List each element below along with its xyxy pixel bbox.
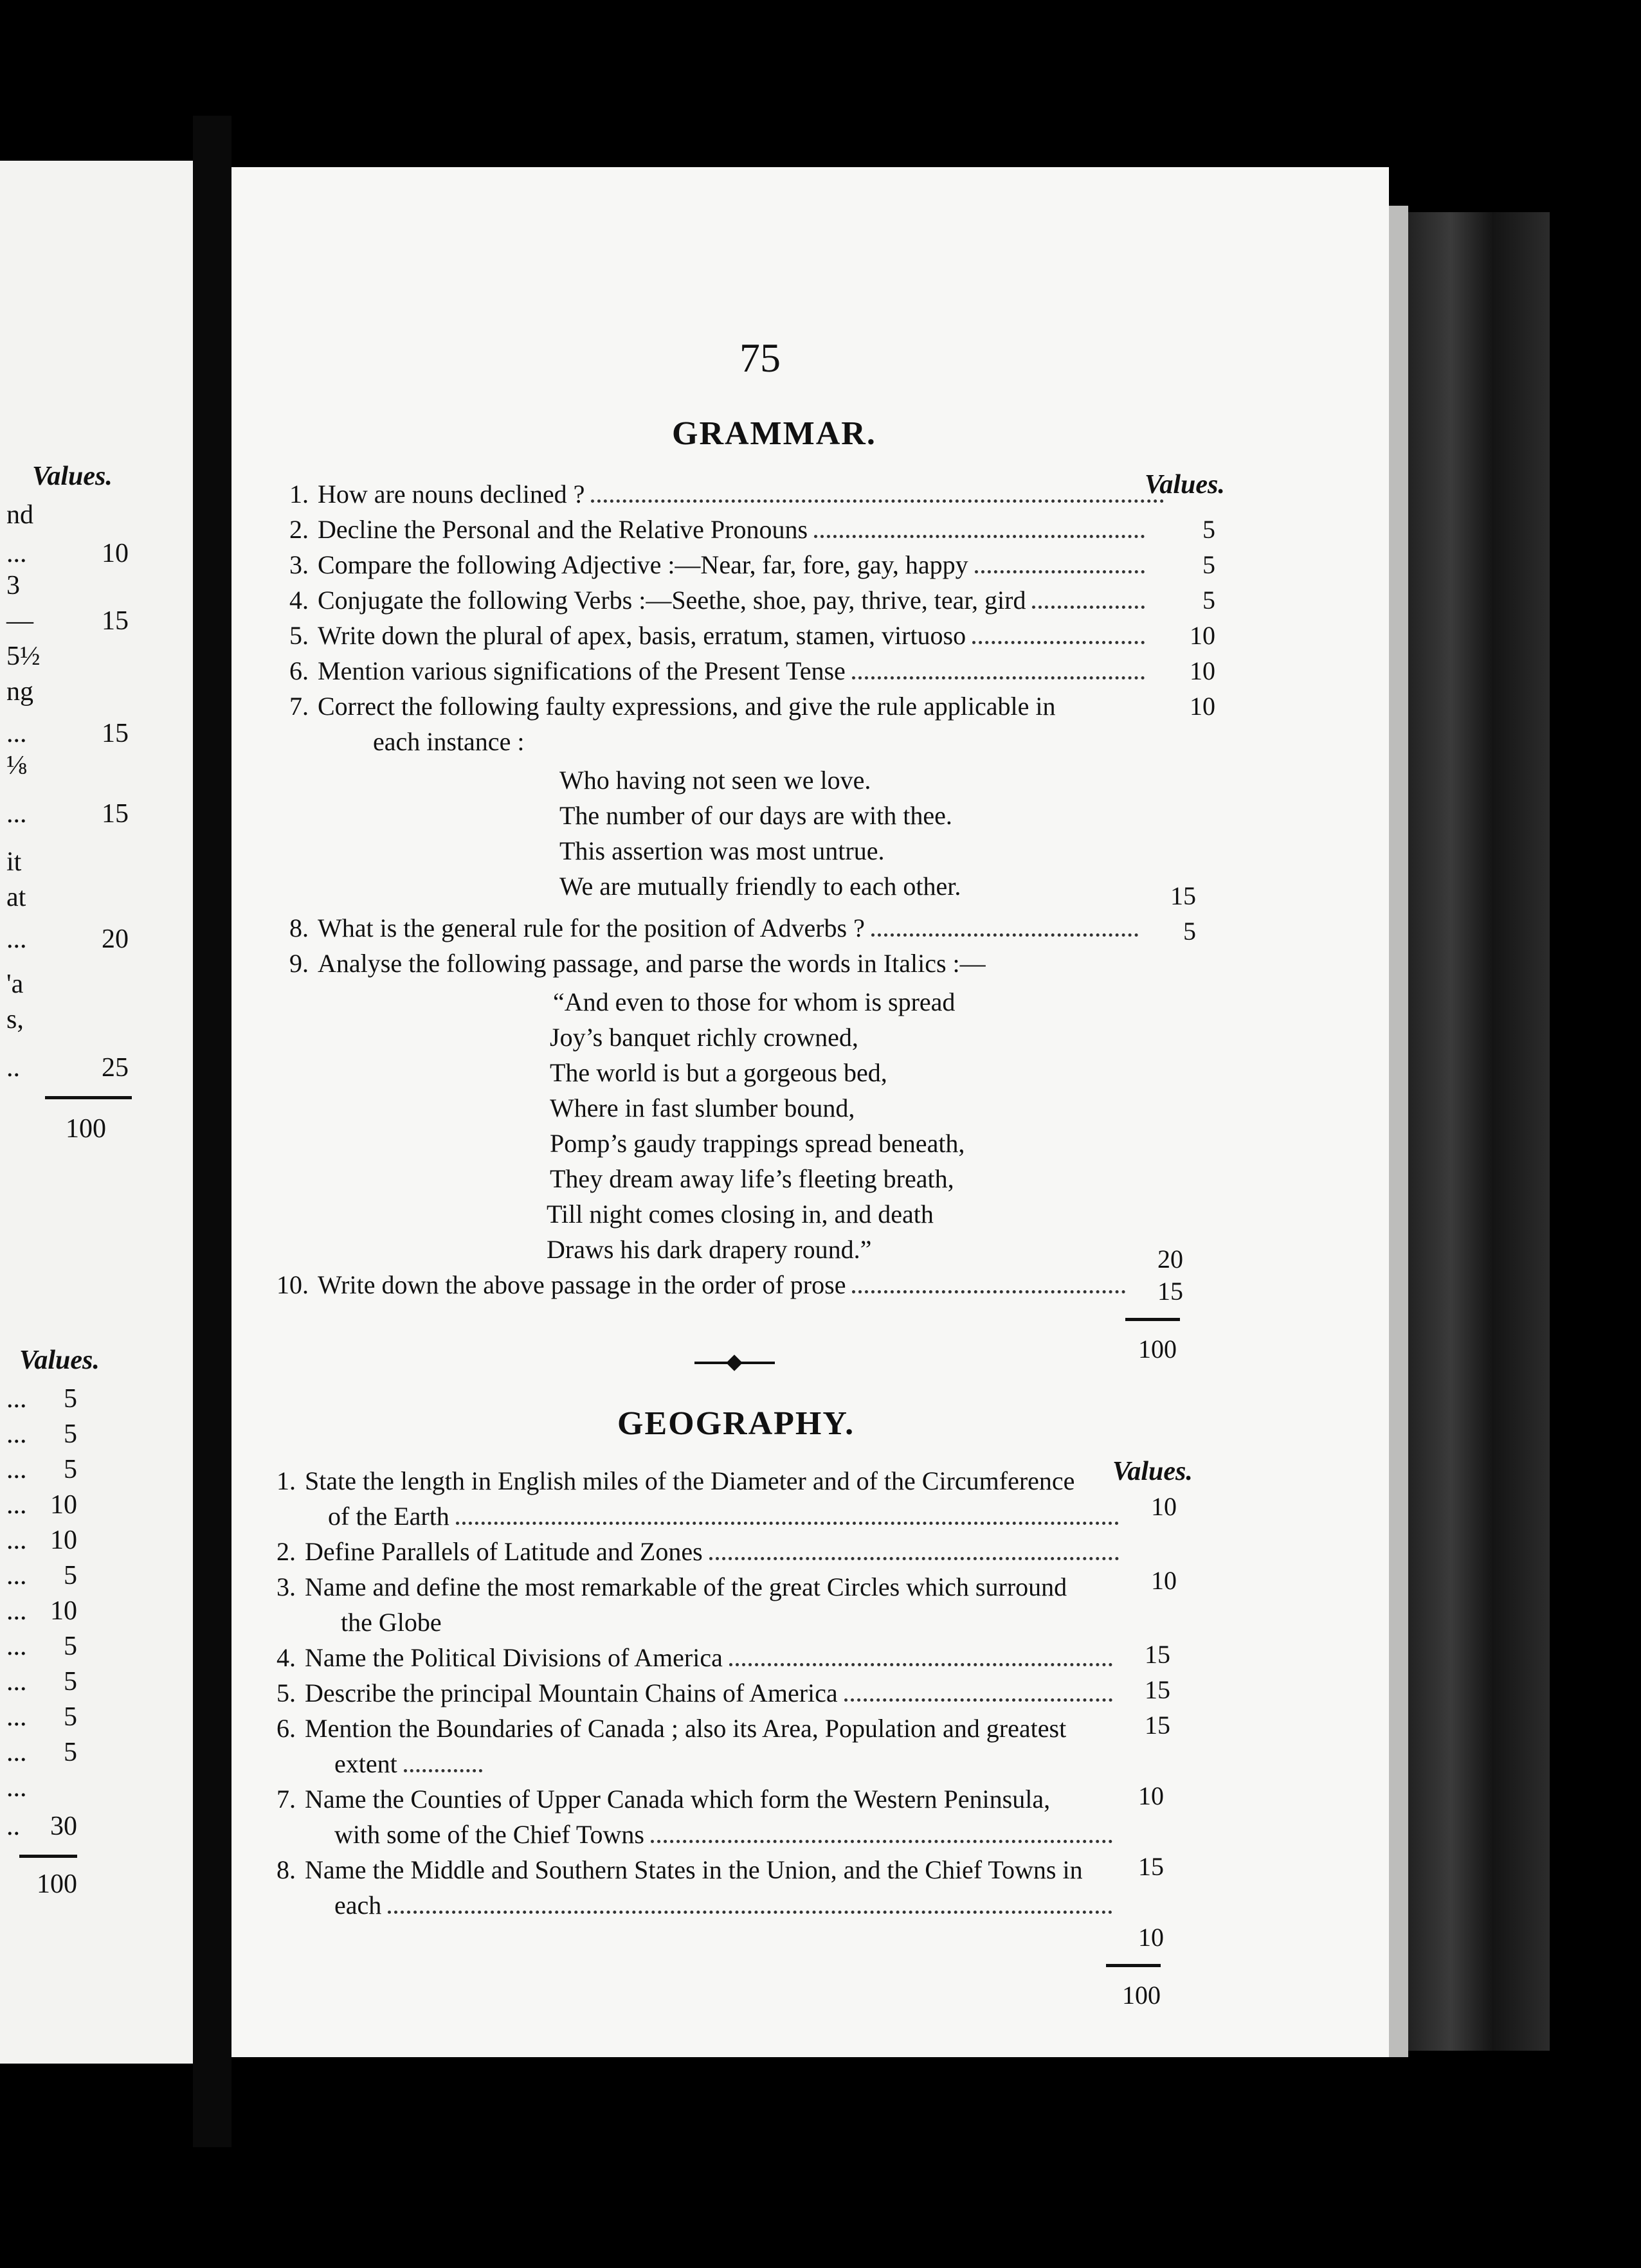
left-fragment: ... — [6, 1419, 27, 1449]
question-continuation: extent — [334, 1749, 397, 1778]
left-values-label-1: Values. — [32, 462, 113, 491]
dot-leader — [975, 570, 1145, 573]
left-total-rule — [19, 1855, 77, 1858]
grammar-value: 10 — [1190, 692, 1215, 721]
geography-total-rule — [1106, 1964, 1161, 1967]
left-value: 10 — [102, 539, 129, 568]
dot-leader — [1032, 606, 1145, 609]
book-gutter — [193, 116, 231, 2147]
question-number: 4. — [277, 1643, 296, 1672]
geography-value: 10 — [1138, 1781, 1164, 1810]
question-text: Correct the following faulty expressions, and give the rule applicable in — [318, 692, 1056, 721]
left-value: 5 — [64, 1419, 77, 1449]
dot-leader — [729, 1663, 1112, 1666]
question-number: 6. — [289, 656, 309, 685]
left-value: 5 — [64, 1738, 77, 1767]
geography-question-7-cont — [334, 1819, 1119, 1850]
question-continuation: the Globe — [341, 1608, 442, 1637]
question-continuation: each instance : — [373, 727, 525, 756]
poem-line: Draws his dark drapery round.” — [547, 1235, 872, 1264]
question-text: Define Parallels of Latitude and Zones — [305, 1537, 703, 1566]
left-total-rule — [45, 1096, 132, 1099]
question-text: Write down the plural of apex, basis, erratum, stamen, virtuoso — [318, 621, 966, 650]
left-fragment: ... — [6, 1632, 27, 1661]
question-text: What is the general rule for the position of Adverbs ? — [318, 914, 865, 942]
question-number: 3. — [289, 550, 309, 579]
dot-leader — [972, 641, 1145, 644]
question-text: Name the Middle and Southern States in the Union, and the Chief Towns in — [305, 1855, 1083, 1884]
geography-total: 100 — [1122, 1981, 1161, 2010]
left-value: 5 — [64, 1384, 77, 1414]
question-text: Name and define the most remarkable of the great Circles which surround — [305, 1572, 1067, 1601]
left-total: 100 — [66, 1114, 106, 1144]
question-number: 2. — [277, 1537, 296, 1566]
question-number: 5. — [289, 621, 309, 650]
left-fragment: 'a — [6, 969, 24, 999]
poem-line: Where in fast slumber bound, — [550, 1094, 855, 1122]
dot-leader — [651, 1840, 1112, 1843]
faulty-expression: We are mutually friendly to each other. — [559, 872, 961, 901]
question-text: Write down the above passage in the order of prose — [318, 1270, 846, 1299]
left-value: 20 — [102, 924, 129, 954]
geography-question-4 — [257, 1643, 1119, 1673]
geography-question-6 — [257, 1713, 1157, 1743]
dot-leader — [814, 535, 1145, 538]
grammar-question-4 — [270, 585, 1151, 615]
left-value: 15 — [102, 799, 129, 829]
question-number: 4. — [289, 586, 309, 615]
geography-value: 15 — [1145, 1675, 1170, 1704]
grammar-question-3 — [270, 550, 1151, 580]
grammar-value: 10 — [1190, 621, 1215, 650]
geography-value: 10 — [1151, 1566, 1177, 1595]
geography-question-1 — [257, 1466, 1157, 1496]
left-fragment: ... — [6, 539, 27, 568]
geography-question-5 — [257, 1678, 1119, 1708]
left-total: 100 — [37, 1869, 77, 1899]
question-number: 10. — [277, 1270, 309, 1299]
left-fragment: 5½ — [6, 642, 41, 671]
geography-question-1-cont — [328, 1501, 1125, 1531]
geography-values-label: Values. — [1112, 1457, 1193, 1486]
geography-question-6-cont — [334, 1749, 489, 1779]
left-fragment: ... — [6, 1596, 27, 1626]
dot-leader — [709, 1557, 1119, 1560]
left-fragment: 3 — [6, 571, 20, 600]
question-continuation: of the Earth — [328, 1502, 449, 1531]
left-values-label-2: Values. — [19, 1346, 100, 1375]
grammar-values-label: Values. — [1145, 470, 1225, 500]
left-fragment: .. — [6, 1053, 20, 1083]
left-fragment: ... — [6, 924, 27, 954]
question-number: 8. — [289, 914, 309, 942]
grammar-total: 100 — [1138, 1335, 1177, 1364]
dot-leader — [591, 500, 1164, 503]
left-value: 10 — [50, 1490, 77, 1520]
dot-leader — [852, 1290, 1125, 1293]
question-continuation: each — [334, 1891, 382, 1920]
grammar-question-2 — [270, 514, 1151, 544]
left-value: 5 — [64, 1632, 77, 1661]
poem-line: They dream away life’s fleeting breath, — [550, 1164, 954, 1193]
dot-leader — [844, 1698, 1112, 1702]
question-text: Analyse the following passage, and parse the words in Italics :— — [318, 949, 986, 978]
question-number: 9. — [289, 949, 309, 978]
grammar-value: 10 — [1190, 656, 1215, 685]
question-text: Mention the Boundaries of Canada ; also its Area, Population and greatest — [305, 1714, 1067, 1743]
poem-line: Pomp’s gaudy trappings spread beneath, — [550, 1129, 965, 1158]
left-fragment: ... — [6, 1384, 27, 1414]
grammar-value: 5 — [1202, 550, 1215, 579]
left-fragment: ng — [6, 677, 33, 706]
question-text: Decline the Personal and the Relative Pronouns — [318, 515, 808, 544]
left-value: 25 — [102, 1053, 129, 1083]
dot-leader — [404, 1769, 482, 1772]
left-value: 5 — [64, 1667, 77, 1697]
left-value: 5 — [64, 1702, 77, 1732]
question-text: Conjugate the following Verbs :—Seethe, shoe, pay, thrive, tear, gird — [318, 586, 1026, 615]
geography-value: 15 — [1145, 1640, 1170, 1669]
grammar-total-rule — [1125, 1318, 1180, 1321]
geography-question-8-cont — [334, 1890, 1119, 1920]
geography-value: 10 — [1138, 1923, 1164, 1952]
left-fragment: ... — [6, 1702, 27, 1732]
poem-line: Till night comes closing in, and death — [547, 1200, 934, 1228]
faulty-expression: Who having not seen we love. — [559, 766, 871, 795]
question-continuation: with some of the Chief Towns — [334, 1820, 644, 1849]
left-fragment: ... — [6, 799, 27, 829]
grammar-value: 5 — [1183, 917, 1196, 946]
left-value: 5 — [64, 1561, 77, 1590]
left-value: 10 — [50, 1596, 77, 1626]
grammar-question-6 — [270, 656, 1151, 686]
book-edge-shadow — [1408, 212, 1550, 2051]
geography-title: GEOGRAPHY. — [617, 1405, 855, 1442]
left-fragment: ... — [6, 1738, 27, 1767]
grammar-value: 5 — [1202, 586, 1215, 615]
question-text: Name the Counties of Upper Canada which form the Western Peninsula, — [305, 1785, 1051, 1814]
question-number: 5. — [277, 1679, 296, 1707]
left-fragment: ... — [6, 719, 27, 748]
question-text: Mention various significations of the Present Tense — [318, 656, 846, 685]
left-page-fragment — [0, 161, 193, 2064]
grammar-value: 15 — [1157, 1277, 1183, 1306]
page-number: 75 — [739, 335, 781, 381]
grammar-question-10 — [251, 1270, 1132, 1300]
grammar-value: 5 — [1202, 515, 1215, 544]
question-number: 3. — [277, 1572, 296, 1601]
poem-line: “And even to those for whom is spread — [553, 987, 956, 1016]
left-fragment: at — [6, 883, 26, 912]
left-value: 15 — [102, 719, 129, 748]
left-fragment: ... — [6, 1561, 27, 1590]
left-fragment: ... — [6, 1455, 27, 1484]
question-number: 6. — [277, 1714, 296, 1743]
geography-value: 10 — [1151, 1492, 1177, 1521]
grammar-title: GRAMMAR. — [672, 415, 876, 452]
left-fragment: .. — [6, 1812, 20, 1841]
left-value: 30 — [50, 1812, 77, 1841]
left-fragment: ⅛ — [6, 751, 27, 780]
left-fragment: ... — [6, 1667, 27, 1697]
grammar-question-8 — [270, 913, 1145, 943]
left-fragment: ... — [6, 1490, 27, 1520]
grammar-value: 15 — [1170, 881, 1196, 910]
question-number: 7. — [277, 1785, 296, 1814]
geography-question-8 — [257, 1855, 1157, 1885]
dot-leader — [388, 1911, 1112, 1914]
left-fragment: ... — [6, 1526, 27, 1555]
grammar-question-7 — [270, 691, 1170, 721]
geography-question-7 — [257, 1784, 1157, 1814]
left-fragment: s, — [6, 1005, 24, 1034]
question-text: State the length in English miles of the Diameter and of the Circumference — [305, 1466, 1075, 1495]
question-number: 2. — [289, 515, 309, 544]
left-value: 10 — [50, 1526, 77, 1555]
dot-leader — [456, 1522, 1119, 1525]
page-edge — [1389, 206, 1408, 2057]
faulty-expression: The number of our days are with thee. — [559, 801, 952, 830]
poem-line: Joy’s banquet richly crowned, — [550, 1023, 858, 1052]
question-text: Describe the principal Mountain Chains of America — [305, 1679, 838, 1707]
question-text: Name the Political Divisions of America — [305, 1643, 723, 1672]
question-text: How are nouns declined ? — [318, 480, 585, 509]
grammar-question-1 — [270, 479, 1170, 509]
faulty-expression: This assertion was most untrue. — [559, 836, 885, 865]
geography-value: 15 — [1138, 1852, 1164, 1881]
grammar-value: 20 — [1157, 1245, 1183, 1274]
left-fragment: nd — [6, 500, 33, 530]
left-value: 15 — [102, 606, 129, 636]
question-number: 7. — [289, 692, 309, 721]
poem-line: The world is but a gorgeous bed, — [550, 1058, 887, 1087]
grammar-question-5 — [270, 620, 1151, 651]
left-value: 5 — [64, 1455, 77, 1484]
question-number: 8. — [277, 1855, 296, 1884]
geography-question-3 — [257, 1572, 1157, 1602]
question-number: 1. — [289, 480, 309, 509]
dot-leader — [871, 933, 1138, 937]
dot-leader — [852, 676, 1145, 680]
left-fragment: it — [6, 847, 22, 877]
question-number: 1. — [277, 1466, 296, 1495]
geography-question-2 — [257, 1536, 1125, 1567]
grammar-question-9 — [270, 948, 1170, 978]
geography-value: 15 — [1145, 1711, 1170, 1740]
left-fragment: ... — [6, 1773, 27, 1803]
left-fragment: — — [6, 606, 33, 636]
question-text: Compare the following Adjective :—Near, far, fore, gay, happy — [318, 550, 968, 579]
